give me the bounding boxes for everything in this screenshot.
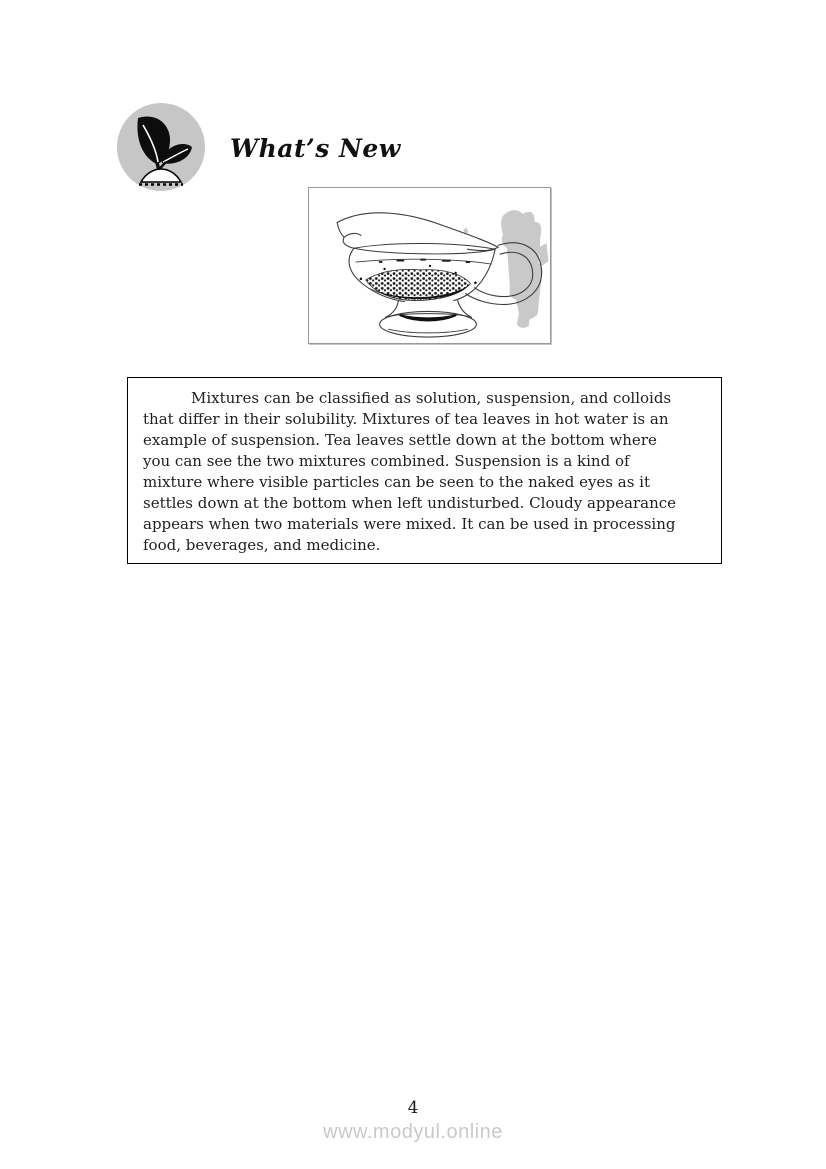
paragraph-line: example of suspension. Tea leaves settle down at the bottom where: [143, 431, 657, 449]
paragraph-line: mixture where visible particles can be seen to the naked eyes as it: [143, 473, 650, 491]
figure-frame: [308, 187, 551, 344]
paragraph-line: settles down at the bottom when left undisturbed. Cloudy appearance: [143, 494, 677, 512]
seedling-icon-svg: [117, 103, 205, 191]
seedling-icon: [117, 103, 205, 191]
paragraph-line: Mixtures can be classified as solution, suspension, and colloids: [191, 389, 672, 407]
page-number: 4: [407, 1098, 419, 1118]
paragraph-line: that differ in their solubility. Mixtures of tea leaves in hot water is an: [143, 410, 669, 428]
pedestal-shadow-band: [400, 315, 455, 320]
gray-splotch: [464, 210, 549, 328]
paragraph-line: you can see the two mixtures combined. Suspension is a kind of: [143, 452, 630, 470]
mixtures-info-box: [127, 377, 722, 564]
watermark: www.modyul.online: [323, 1121, 503, 1143]
gravy-boat-illustration: [309, 188, 550, 343]
paragraph-line: food, beverages, and medicine.: [143, 536, 381, 554]
paragraph-line: appears when two materials were mixed. It can be used in processing: [143, 515, 676, 533]
tea-leaves-sediment: [360, 265, 477, 301]
page-title: What’s New: [230, 134, 401, 163]
